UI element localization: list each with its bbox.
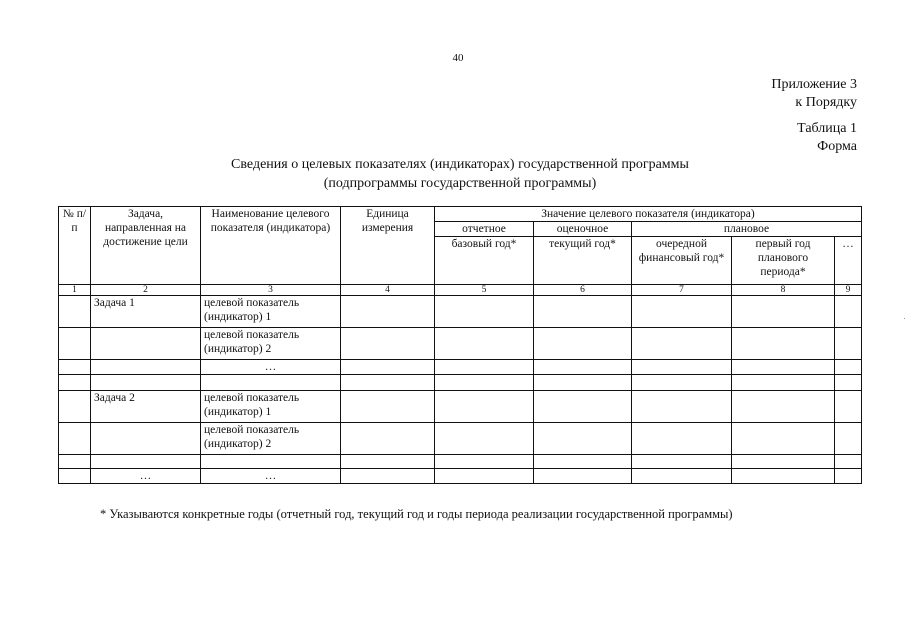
cell-task (91, 360, 201, 375)
cell-empty (835, 360, 862, 375)
indicators-table (58, 206, 862, 484)
cell-empty (835, 455, 862, 469)
column-number: 6 (534, 285, 632, 296)
cell-indicator: … (201, 360, 341, 375)
cell-empty (632, 391, 732, 423)
cell-empty (835, 375, 862, 391)
cell-empty (835, 328, 862, 360)
cell-num (59, 328, 91, 360)
title-line-2: (подпрограммы государственной программы) (323, 176, 597, 191)
cell-empty (632, 375, 732, 391)
header-indicator-name: Наименование целевого показателя (индикатора) (201, 207, 341, 285)
header-unit: Единица измерения (341, 207, 435, 285)
header-reporting: отчетное (435, 222, 534, 237)
cell-empty (341, 375, 435, 391)
cell-empty (341, 423, 435, 455)
cell-task: Задача 1 (91, 296, 201, 328)
cell-task (91, 328, 201, 360)
cell-empty (341, 328, 435, 360)
cell-empty (632, 455, 732, 469)
cell-empty (435, 328, 534, 360)
cell-task: Задача 2 (91, 391, 201, 423)
table-label: Таблица 1 (797, 121, 857, 136)
table-row (59, 455, 862, 469)
header-base-year: базовый год* (435, 237, 534, 285)
header-task: Задача, направленная на достижение цели (91, 207, 201, 285)
cell-empty (534, 375, 632, 391)
cell-empty (435, 455, 534, 469)
header-first-plan-year: первый год планового периода* (732, 237, 835, 285)
cell-empty (435, 375, 534, 391)
cell-empty (732, 423, 835, 455)
cell-indicator: целевой показатель (индикатор) 1 (201, 296, 341, 328)
cell-empty (835, 391, 862, 423)
table-row (59, 360, 862, 375)
cell-empty (732, 375, 835, 391)
cell-empty (435, 296, 534, 328)
cell-empty (835, 296, 862, 328)
cell-num (59, 391, 91, 423)
cell-num (59, 455, 91, 469)
header-ellipsis: … (835, 237, 862, 285)
title-line-1: Сведения о целевых показателях (индикаторах) государственной программы (231, 157, 689, 172)
cell-empty (732, 455, 835, 469)
form-label: Форма (817, 139, 857, 154)
cell-empty (732, 391, 835, 423)
column-number: 2 (91, 285, 201, 296)
cell-empty (534, 423, 632, 455)
cell-empty (435, 423, 534, 455)
cell-empty (435, 391, 534, 423)
cell-empty (632, 328, 732, 360)
appendix-line-2: к Порядку (795, 95, 857, 110)
table-row (59, 391, 862, 423)
column-number: 1 (59, 285, 91, 296)
cell-empty (341, 455, 435, 469)
cell-indicator (201, 375, 341, 391)
cell-task (91, 423, 201, 455)
footnote: * Указываются конкретные годы (отчетный год, текущий год и годы периода реализации государственной программы) (100, 507, 733, 521)
appendix-line-1: Приложение 3 (771, 77, 857, 92)
table-row (59, 375, 862, 391)
header-row-1 (59, 207, 862, 222)
header-planned: плановое (632, 222, 862, 237)
header-estimated: оценочное (534, 222, 632, 237)
cell-num (59, 296, 91, 328)
cell-empty (632, 423, 732, 455)
cell-empty (835, 469, 862, 484)
cell-num (59, 423, 91, 455)
cell-empty (835, 423, 862, 455)
column-number: 3 (201, 285, 341, 296)
header-num: № п/п (59, 207, 91, 285)
cell-task (91, 375, 201, 391)
cell-empty (341, 296, 435, 328)
cell-empty (534, 328, 632, 360)
table-row (59, 328, 862, 360)
column-numbers-row (59, 285, 862, 296)
header-value-group: Значение целевого показателя (индикатора) (435, 207, 862, 222)
cell-empty (435, 360, 534, 375)
cell-empty (732, 360, 835, 375)
cell-empty (732, 328, 835, 360)
column-number: 8 (732, 285, 835, 296)
cell-empty (341, 391, 435, 423)
table-row (59, 469, 862, 484)
appendix-reference (771, 76, 857, 112)
cell-task: … (91, 469, 201, 484)
cell-indicator: целевой показатель (индикатор) 2 (201, 328, 341, 360)
cell-empty (534, 296, 632, 328)
cell-empty (632, 296, 732, 328)
cell-empty (534, 469, 632, 484)
cell-empty (341, 360, 435, 375)
cell-num (59, 360, 91, 375)
cell-indicator: … (201, 469, 341, 484)
cell-num (59, 469, 91, 484)
cell-empty (732, 296, 835, 328)
page-number: 40 (452, 52, 464, 64)
cell-empty (534, 455, 632, 469)
cell-empty (632, 360, 732, 375)
column-number: 9 (835, 285, 862, 296)
cell-indicator: целевой показатель (индикатор) 1 (201, 391, 341, 423)
cell-empty (534, 360, 632, 375)
cell-empty (632, 469, 732, 484)
header-current-year: текущий год* (534, 237, 632, 285)
cell-task (91, 455, 201, 469)
column-number: 7 (632, 285, 732, 296)
table-row (59, 296, 862, 328)
cell-empty (534, 391, 632, 423)
cell-indicator: целевой показатель (индикатор) 2 (201, 423, 341, 455)
cell-num (59, 375, 91, 391)
cell-empty (341, 469, 435, 484)
document-title (150, 155, 770, 193)
column-number: 4 (341, 285, 435, 296)
cell-empty (732, 469, 835, 484)
header-next-fin-year: очередной финансовый год* (632, 237, 732, 285)
cell-empty (435, 469, 534, 484)
column-number: 5 (435, 285, 534, 296)
cell-indicator (201, 455, 341, 469)
table-form-label (797, 120, 857, 156)
table-row (59, 423, 862, 455)
